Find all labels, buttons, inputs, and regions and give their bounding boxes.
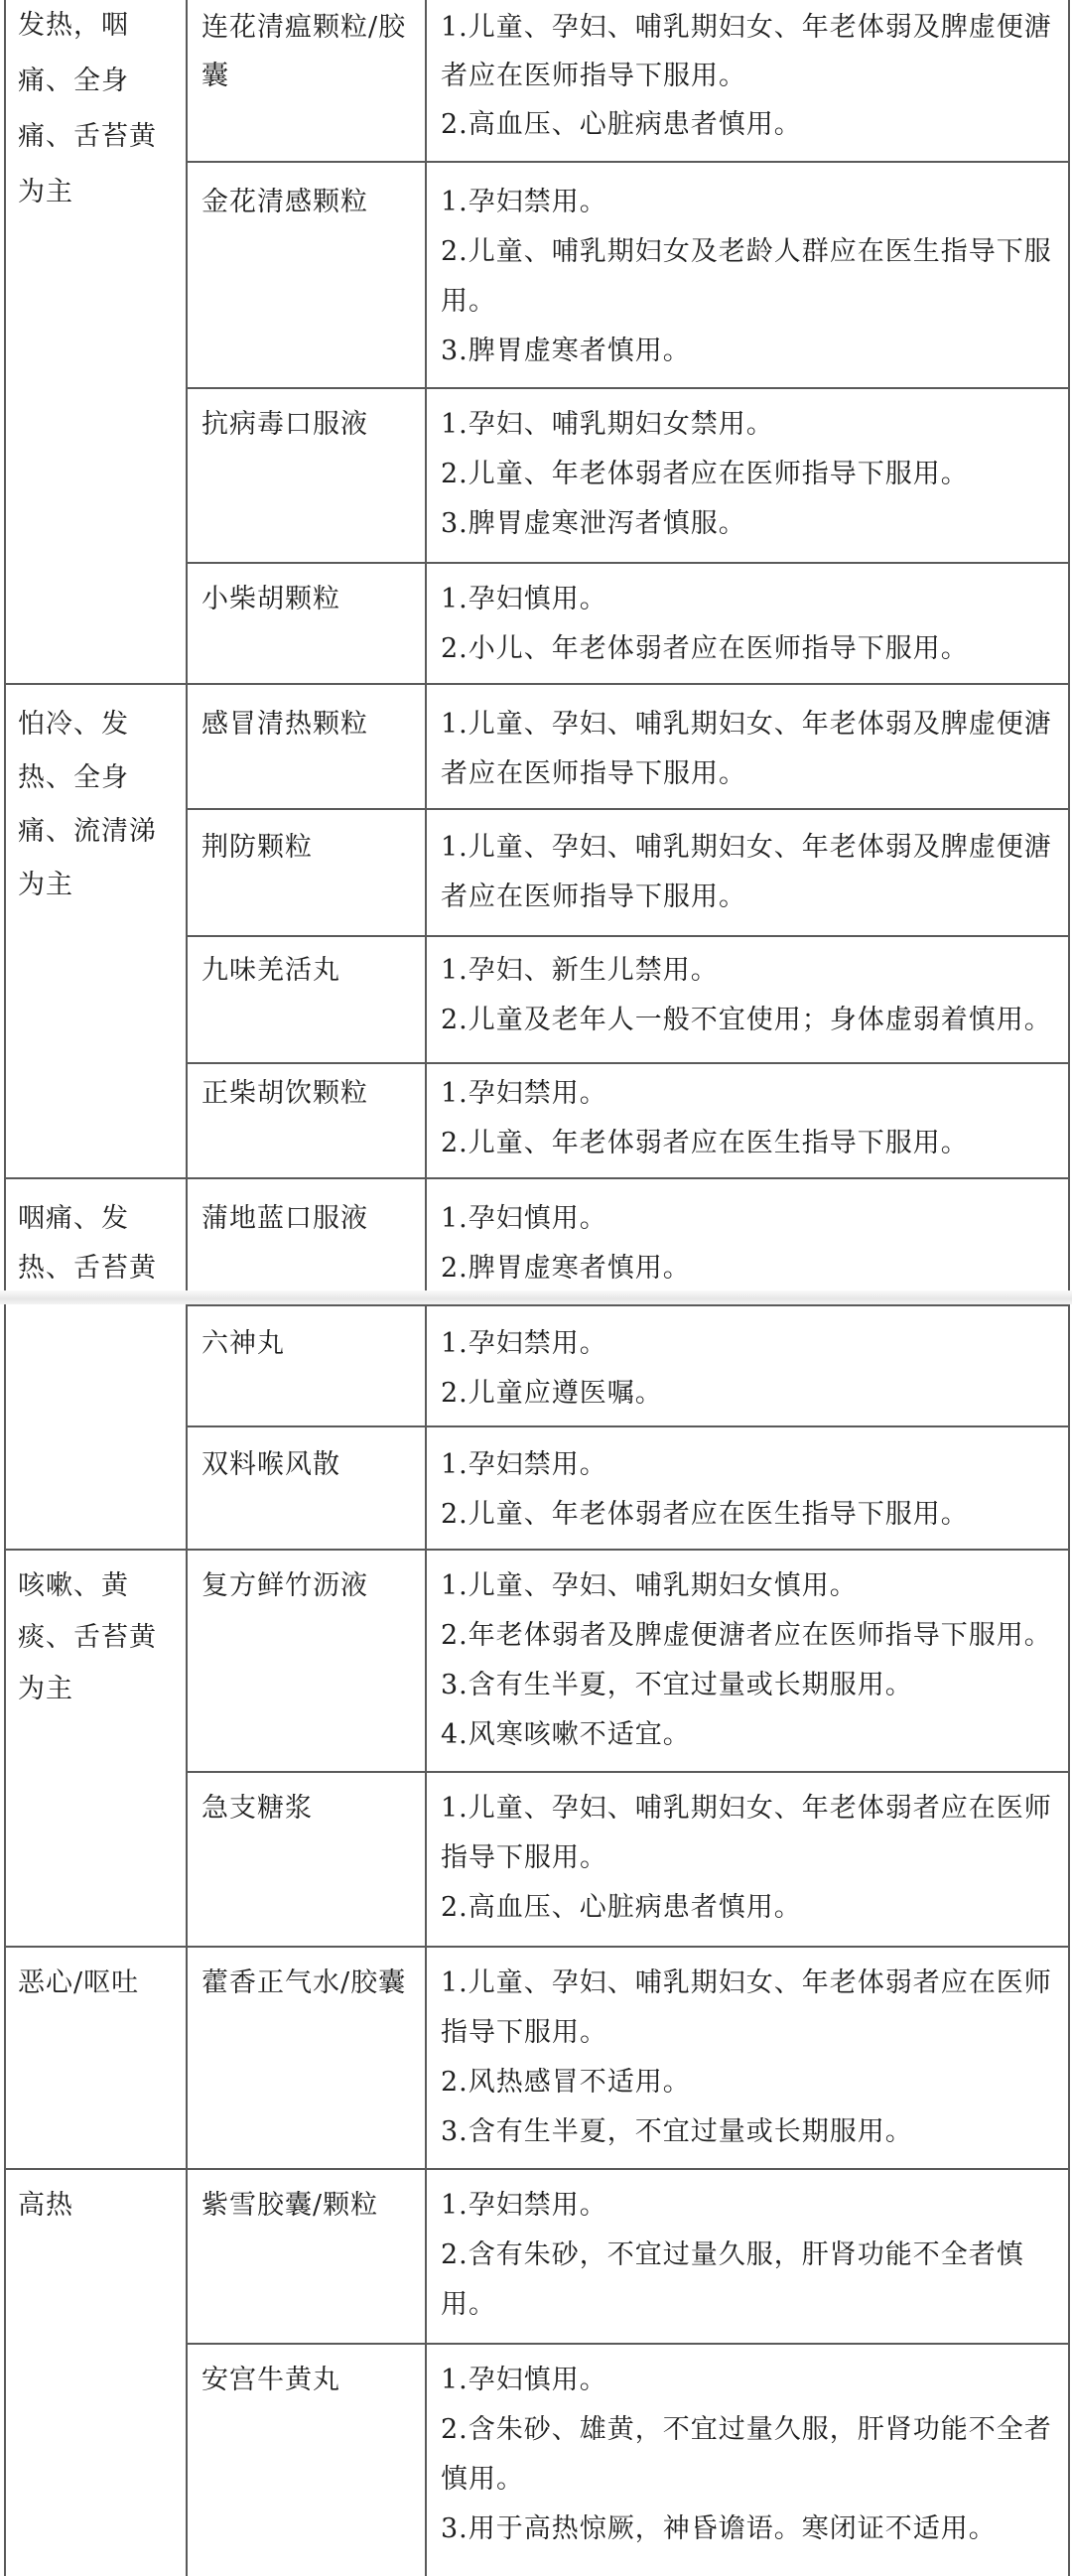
row-divider <box>186 2343 1070 2345</box>
drug-name: 藿香正气水/胶囊 <box>201 1967 407 1998</box>
drug-note: 1.孕妇、哺乳期妇女禁用。 <box>441 409 774 440</box>
row-divider <box>186 161 1070 163</box>
drug-note: 2.风热感冒不适用。 <box>441 2067 691 2098</box>
group-divider <box>4 1177 1070 1179</box>
drug-note: 1.孕妇禁用。 <box>441 187 607 217</box>
row-divider <box>186 1771 1070 1773</box>
drug-note: 2.儿童、哺乳期妇女及老龄人群应在医生指导下服 <box>441 236 1052 267</box>
symptom-text: 咽痛、发 <box>18 1203 129 1234</box>
symptom-text: 痛、流清涕 <box>18 816 157 847</box>
table-border-right <box>1068 1304 1070 2576</box>
drug-note: 1.孕妇慎用。 <box>441 2365 607 2395</box>
drug-note: 2.脾胃虚寒者慎用。 <box>441 1253 691 1284</box>
symptom-text: 为主 <box>18 870 73 900</box>
row-divider <box>186 562 1070 564</box>
table-border-left <box>4 1304 6 2576</box>
symptom-text: 痛、舌苔黄 <box>18 121 157 152</box>
drug-note: 1.儿童、孕妇、哺乳期妇女、年老体弱及脾虚便溏 <box>441 832 1052 863</box>
drug-note: 2.高血压、心脏病患者慎用。 <box>441 1892 802 1923</box>
drug-note: 1.孕妇禁用。 <box>441 1078 607 1109</box>
drug-note: 2.高血压、心脏病患者慎用。 <box>441 109 802 140</box>
symptom-text: 痛、全身 <box>18 66 129 96</box>
drug-note: 1.儿童、孕妇、哺乳期妇女、年老体弱者应在医师 <box>441 1967 1052 1998</box>
row-divider <box>186 387 1070 389</box>
drug-note: 指导下服用。 <box>441 1842 607 1873</box>
table-border-left <box>4 0 6 1290</box>
drug-note: 3.脾胃虚寒泄泻者慎服。 <box>441 508 746 539</box>
drug-name: 蒲地蓝口服液 <box>201 1203 368 1234</box>
drug-note: 3.用于高热惊厥，神昏谵语。寒闭证不适用。 <box>441 2513 997 2544</box>
drug-note: 指导下服用。 <box>441 2017 607 2048</box>
drug-name: 双料喉风散 <box>201 1449 340 1480</box>
symptom-text: 发热，咽 <box>18 10 129 41</box>
drug-name: 小柴胡颗粒 <box>201 584 340 614</box>
drug-note: 用。 <box>441 286 496 317</box>
drug-note: 1.孕妇禁用。 <box>441 2190 607 2221</box>
drug-note: 慎用。 <box>441 2464 524 2495</box>
symptom-text: 为主 <box>18 177 73 207</box>
drug-name: 抗病毒口服液 <box>201 409 368 440</box>
drug-note: 1.儿童、孕妇、哺乳期妇女、年老体弱及脾虚便溏 <box>441 12 1052 43</box>
drug-note: 2.年老体弱者及脾虚便溏者应在医师指导下服用。 <box>441 1620 1052 1651</box>
drug-note: 2.含有朱砂，不宜过量久服，肝肾功能不全者慎 <box>441 2239 1024 2270</box>
drug-name: 囊 <box>201 61 229 91</box>
drug-note: 3.脾胃虚寒者慎用。 <box>441 336 691 366</box>
drug-name: 紫雪胶囊/颗粒 <box>201 2190 379 2221</box>
drug-note: 2.儿童及老年人一般不宜使用；身体虚弱着慎用。 <box>441 1005 1052 1035</box>
row-divider <box>186 808 1070 810</box>
drug-note: 者应在医师指导下服用。 <box>441 758 746 789</box>
drug-name: 荆防颗粒 <box>201 832 313 863</box>
drug-note: 2.儿童、年老体弱者应在医师指导下服用。 <box>441 459 969 489</box>
table-border-right <box>1068 0 1070 1290</box>
drug-note: 3.含有生半夏，不宜过量或长期服用。 <box>441 2116 913 2147</box>
symptom-text: 高热 <box>18 2190 73 2221</box>
drug-note: 1.儿童、孕妇、哺乳期妇女慎用。 <box>441 1570 858 1601</box>
drug-name: 连花清瘟颗粒/胶 <box>201 12 407 43</box>
drug-name: 感冒清热颗粒 <box>201 709 368 740</box>
row-divider <box>186 1062 1070 1064</box>
symptom-text: 痰、舌苔黄 <box>18 1622 157 1653</box>
drug-name: 金花清感颗粒 <box>201 187 368 217</box>
drug-note: 用。 <box>441 2289 496 2320</box>
symptom-text: 咳嗽、黄 <box>18 1570 129 1601</box>
drug-note: 者应在医师指导下服用。 <box>441 881 746 912</box>
table-border-mid1 <box>186 0 188 1290</box>
group-divider <box>4 1549 1070 1551</box>
drug-note: 4.风寒咳嗽不适宜。 <box>441 1719 691 1750</box>
drug-note: 2.小儿、年老体弱者应在医师指导下服用。 <box>441 633 969 664</box>
symptom-text: 为主 <box>18 1674 73 1704</box>
group-divider <box>4 1946 1070 1948</box>
screenshot-seam <box>0 1290 1072 1304</box>
drug-note: 者应在医师指导下服用。 <box>441 61 746 91</box>
drug-name: 急支糖浆 <box>201 1793 313 1824</box>
symptom-text: 热、全身 <box>18 762 129 793</box>
table-border-mid2 <box>425 1304 427 2576</box>
drug-note: 3.含有生半夏，不宜过量或长期服用。 <box>441 1670 913 1700</box>
drug-note: 1.孕妇慎用。 <box>441 584 607 614</box>
table-border-mid1 <box>186 1304 188 2576</box>
drug-note: 1.儿童、孕妇、哺乳期妇女、年老体弱及脾虚便溏 <box>441 709 1052 740</box>
row-divider <box>186 935 1070 937</box>
drug-note: 1.儿童、孕妇、哺乳期妇女、年老体弱者应在医师 <box>441 1793 1052 1824</box>
drug-note: 1.孕妇、新生儿禁用。 <box>441 955 719 986</box>
table-border-mid2 <box>425 0 427 1290</box>
symptom-text: 热、舌苔黄 <box>18 1253 157 1284</box>
drug-note: 2.儿童、年老体弱者应在医生指导下服用。 <box>441 1128 969 1158</box>
drug-note: 2.含朱砂、雄黄，不宜过量久服，肝肾功能不全者 <box>441 2414 1052 2445</box>
drug-name: 正柴胡饮颗粒 <box>201 1078 368 1109</box>
drug-name: 安宫牛黄丸 <box>201 2365 340 2395</box>
drug-note: 2.儿童、年老体弱者应在医生指导下服用。 <box>441 1499 969 1530</box>
group-divider <box>4 683 1070 685</box>
row-divider <box>186 1425 1070 1427</box>
drug-name: 九味羌活丸 <box>201 955 340 986</box>
drug-name: 复方鲜竹沥液 <box>201 1570 368 1601</box>
symptom-text: 恶心/呕吐 <box>18 1967 140 1998</box>
symptom-text: 怕冷、发 <box>18 709 129 740</box>
drug-note: 1.孕妇禁用。 <box>441 1328 607 1359</box>
group-divider <box>4 2168 1070 2170</box>
drug-note: 2.儿童应遵医嘱。 <box>441 1378 663 1409</box>
row-divider <box>186 1304 1070 1306</box>
drug-note: 1.孕妇慎用。 <box>441 1203 607 1234</box>
drug-note: 1.孕妇禁用。 <box>441 1449 607 1480</box>
table-panel-bottom <box>0 1304 1072 2576</box>
drug-name: 六神丸 <box>201 1328 285 1359</box>
